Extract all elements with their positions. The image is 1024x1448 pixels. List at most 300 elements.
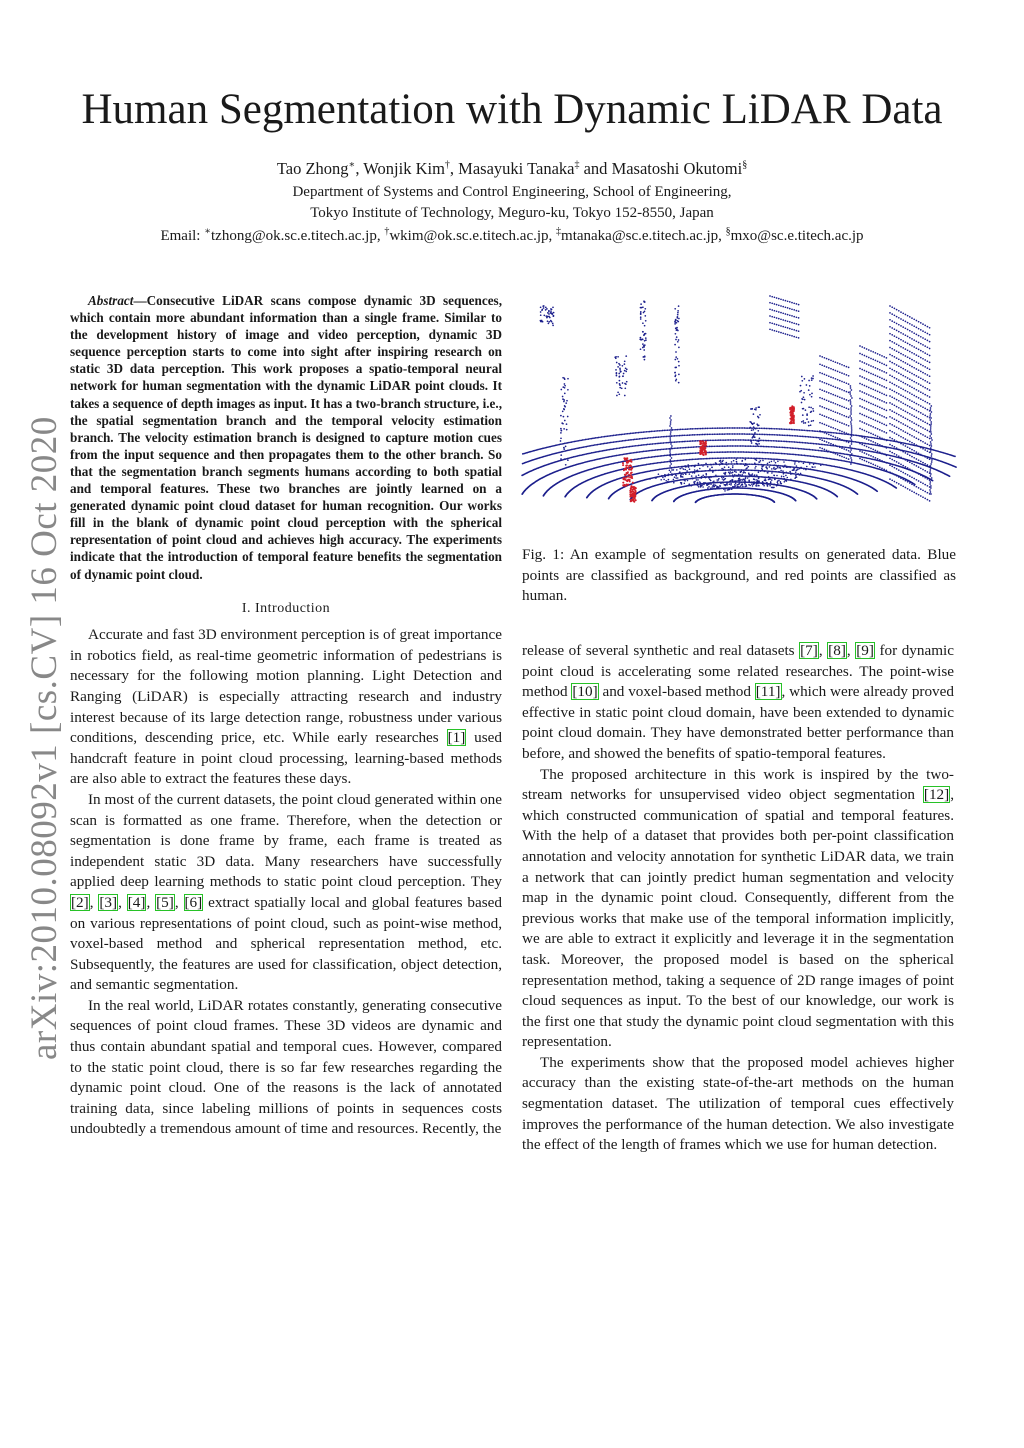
background-point (548, 310, 550, 312)
background-point (676, 336, 678, 338)
background-point (877, 458, 879, 460)
background-point (782, 299, 784, 301)
background-point (698, 463, 700, 465)
background-point (759, 438, 761, 440)
background-point (768, 476, 770, 478)
email-mark: ∗ (204, 226, 211, 237)
background-point (642, 322, 644, 324)
background-point (771, 458, 773, 460)
background-point (837, 454, 839, 456)
background-point (593, 452, 595, 454)
background-point (547, 320, 549, 322)
background-point (674, 323, 676, 325)
background-point (718, 478, 720, 480)
citation-link[interactable]: [3] (99, 893, 118, 911)
background-point (768, 452, 770, 454)
background-point (757, 427, 759, 429)
background-point (785, 333, 787, 335)
background-point (565, 464, 567, 466)
background-point (572, 441, 574, 443)
background-point (759, 433, 761, 435)
background-point (744, 433, 746, 435)
background-point (920, 474, 922, 476)
background-point (763, 452, 765, 454)
email-address[interactable]: mtanaka@sc.e.titech.ac.jp (561, 228, 719, 244)
background-point (740, 485, 742, 487)
background-point (889, 326, 891, 328)
background-point (707, 428, 709, 430)
background-point (747, 433, 749, 435)
background-point (894, 467, 896, 469)
background-point (732, 469, 734, 471)
background-point (794, 463, 796, 465)
background-point (691, 465, 693, 467)
background-point (828, 450, 830, 452)
background-point (905, 341, 907, 343)
background-point (841, 456, 843, 458)
background-point (877, 413, 879, 415)
background-point (927, 340, 929, 342)
background-point (830, 445, 832, 447)
background-point (746, 457, 748, 459)
background-point (677, 341, 679, 343)
background-point (775, 446, 777, 448)
background-point (839, 455, 841, 457)
background-point (824, 440, 826, 442)
background-point (804, 429, 806, 431)
background-point (690, 440, 692, 442)
background-point (652, 430, 654, 432)
background-point (564, 458, 566, 460)
background-point (793, 447, 795, 449)
background-point (699, 458, 701, 460)
citation-link[interactable]: [6] (184, 893, 203, 911)
background-point (677, 429, 679, 431)
background-point (905, 480, 907, 482)
background-point (855, 455, 857, 457)
background-point (619, 384, 621, 386)
background-point (922, 420, 924, 422)
background-point (837, 421, 839, 423)
background-point (624, 360, 626, 362)
background-point (687, 459, 689, 461)
background-point (587, 445, 589, 447)
background-point (563, 399, 565, 401)
background-point (669, 417, 671, 419)
background-point (691, 428, 693, 430)
background-point (802, 429, 804, 431)
background-point (803, 396, 805, 398)
background-point (661, 462, 663, 464)
background-point (748, 469, 750, 471)
background-point (642, 444, 644, 446)
background-point (787, 435, 789, 437)
background-point (839, 430, 841, 432)
background-point (927, 367, 929, 369)
background-point (775, 468, 777, 470)
background-point (907, 370, 909, 372)
background-point (641, 451, 643, 453)
background-point (753, 434, 755, 436)
background-point (861, 444, 863, 446)
background-point (916, 451, 918, 453)
background-point (716, 439, 718, 441)
background-point (907, 419, 909, 421)
background-point (812, 420, 814, 422)
background-point (918, 494, 920, 496)
background-point (929, 362, 931, 364)
background-point (819, 447, 821, 449)
background-point (669, 439, 671, 441)
background-point (859, 405, 861, 407)
background-point (623, 440, 625, 442)
background-point (774, 446, 776, 448)
background-point (922, 483, 924, 485)
background-point (849, 399, 851, 401)
background-point (800, 429, 802, 431)
citation-link[interactable]: [1] (447, 729, 466, 747)
background-point (698, 434, 700, 436)
background-point (644, 444, 646, 446)
background-point (896, 385, 898, 387)
background-point (866, 416, 868, 418)
background-point (712, 481, 714, 483)
background-point (817, 430, 819, 432)
background-point (870, 418, 872, 420)
background-point (846, 399, 848, 401)
background-point (920, 461, 922, 463)
background-point (794, 429, 796, 431)
background-point (826, 374, 828, 376)
background-point (842, 433, 844, 435)
arxiv-stamp[interactable]: arXiv:2010.08092v1 [cs.CV] 16 Oct 2020 (24, 416, 65, 1060)
background-point (666, 442, 668, 444)
background-point (808, 436, 810, 438)
background-point (902, 402, 904, 404)
background-point (911, 463, 913, 465)
background-point (788, 447, 790, 449)
background-point (930, 487, 932, 489)
background-point (924, 470, 926, 472)
background-point (900, 457, 902, 459)
background-point (832, 360, 834, 362)
background-point (913, 485, 915, 487)
background-point (759, 464, 761, 466)
background-point (909, 468, 911, 470)
background-point (861, 384, 863, 386)
background-point (617, 391, 619, 393)
background-point (689, 465, 691, 467)
background-point (791, 335, 793, 337)
background-point (796, 336, 798, 338)
background-point (543, 307, 545, 309)
background-point (607, 435, 609, 437)
background-point (920, 350, 922, 352)
background-point (679, 466, 681, 468)
background-point (851, 427, 853, 429)
background-point (618, 393, 620, 395)
background-point (773, 464, 775, 466)
background-point (886, 462, 888, 464)
background-point (662, 455, 664, 457)
background-point (645, 337, 647, 339)
background-point (785, 320, 787, 322)
background-point (924, 325, 926, 327)
background-point (900, 380, 902, 382)
background-point (718, 488, 720, 490)
background-point (922, 386, 924, 388)
background-point (924, 449, 926, 451)
background-point (670, 435, 672, 437)
background-point (931, 477, 933, 479)
background-point (647, 444, 649, 446)
background-point (911, 456, 913, 458)
background-point (861, 399, 863, 401)
background-point (625, 371, 627, 373)
background-point (776, 304, 778, 306)
background-point (881, 438, 883, 440)
background-point (552, 325, 554, 327)
background-point (639, 432, 641, 434)
background-point (703, 428, 705, 430)
background-point (924, 394, 926, 396)
background-point (776, 484, 778, 486)
background-point (920, 412, 922, 414)
background-point (684, 434, 686, 436)
background-point (698, 458, 700, 460)
background-point (735, 485, 737, 487)
background-point (896, 378, 898, 380)
background-point (787, 466, 789, 468)
background-point (870, 350, 872, 352)
background-point (872, 419, 874, 421)
background-point (649, 431, 651, 433)
background-point (754, 432, 756, 434)
background-point (902, 465, 904, 467)
background-point (866, 431, 868, 433)
background-point (678, 318, 680, 320)
background-point (728, 463, 730, 465)
background-point (924, 484, 926, 486)
background-point (879, 369, 881, 371)
background-point (861, 459, 863, 461)
background-point (861, 436, 863, 438)
background-point (636, 438, 638, 440)
background-point (674, 359, 676, 361)
background-point (911, 400, 913, 402)
background-point (633, 432, 635, 434)
background-point (927, 457, 929, 459)
background-point (730, 471, 732, 473)
background-point (870, 358, 872, 360)
paragraph-text: used handcraft feature in point cloud processing, learning-based methods are also able to extract the features these days. (70, 729, 503, 788)
background-point (877, 421, 879, 423)
background-point (677, 441, 679, 443)
background-point (828, 400, 830, 402)
background-point (883, 394, 885, 396)
background-point (846, 382, 848, 384)
background-point (783, 447, 785, 449)
background-point (881, 445, 883, 447)
background-point (787, 441, 789, 443)
background-point (714, 445, 716, 447)
background-point (784, 453, 786, 455)
background-point (868, 443, 870, 445)
background-point (883, 439, 885, 441)
email-address[interactable]: mxo@sc.e.titech.ac.jp (730, 228, 864, 244)
background-point (675, 319, 677, 321)
background-point (770, 464, 772, 466)
background-point (796, 465, 798, 467)
background-point (768, 458, 770, 460)
background-point (691, 452, 693, 454)
citation-link[interactable]: [5] (156, 893, 174, 911)
background-point (848, 450, 850, 452)
background-point (883, 424, 885, 426)
background-point (850, 421, 852, 423)
background-point (631, 439, 633, 441)
background-point (696, 446, 698, 448)
background-point (846, 432, 848, 434)
background-point (670, 415, 672, 417)
background-point (870, 425, 872, 427)
background-point (922, 323, 924, 325)
background-point (751, 408, 753, 410)
background-point (671, 427, 673, 429)
background-point (680, 475, 682, 477)
background-point (564, 383, 566, 385)
background-point (790, 460, 792, 462)
background-point (680, 429, 682, 431)
background-point (839, 433, 841, 435)
background-point (849, 393, 851, 395)
citation-link[interactable]: [4] (127, 893, 146, 911)
background-point (877, 466, 879, 468)
email-address[interactable]: wkim@ok.sc.e.titech.ac.jp (389, 228, 549, 244)
background-point (789, 460, 791, 462)
background-point (698, 464, 700, 466)
background-point (816, 449, 818, 451)
background-point (905, 431, 907, 433)
background-point (809, 385, 811, 387)
background-point (905, 445, 907, 447)
background-point (797, 469, 799, 471)
background-point (863, 442, 865, 444)
background-point (565, 402, 567, 404)
background-point (613, 441, 615, 443)
background-point (789, 328, 791, 330)
background-point (808, 425, 810, 427)
background-point (548, 323, 550, 325)
background-point (564, 420, 566, 422)
background-point (902, 485, 904, 487)
background-point (875, 427, 877, 429)
background-point (879, 354, 881, 356)
background-point (782, 319, 784, 321)
background-point (676, 454, 678, 456)
background-point (783, 459, 785, 461)
background-point (730, 427, 732, 429)
background-point (700, 486, 702, 488)
background-point (913, 422, 915, 424)
background-point (870, 433, 872, 435)
background-point (715, 445, 717, 447)
background-point (778, 298, 780, 300)
background-point (664, 474, 666, 476)
background-point (631, 432, 633, 434)
background-point (748, 476, 750, 478)
background-point (621, 454, 623, 456)
background-point (891, 355, 893, 357)
background-point (776, 317, 778, 319)
background-point (718, 439, 720, 441)
background-point (859, 398, 861, 400)
email-address[interactable]: tzhong@ok.sc.e.titech.ac.jp (211, 228, 377, 244)
background-point (774, 452, 776, 454)
background-point (864, 355, 866, 357)
author-mark: § (742, 159, 748, 171)
background-point (879, 362, 881, 364)
background-point (881, 423, 883, 425)
background-point (931, 455, 933, 457)
background-point (661, 449, 663, 451)
background-point (736, 484, 738, 486)
background-point (741, 445, 743, 447)
background-point (727, 433, 729, 435)
background-point (861, 376, 863, 378)
background-point (774, 440, 776, 442)
background-point (693, 428, 695, 430)
background-point (832, 419, 834, 421)
background-point (810, 449, 812, 451)
background-point (743, 439, 745, 441)
background-point (616, 382, 618, 384)
background-point (551, 321, 553, 323)
background-point (765, 452, 767, 454)
background-point (913, 395, 915, 397)
background-point (909, 434, 911, 436)
background-point (744, 482, 746, 484)
background-point (693, 452, 695, 454)
background-point (909, 316, 911, 318)
background-point (872, 437, 874, 439)
background-point (590, 445, 592, 447)
background-point (746, 445, 748, 447)
background-point (745, 433, 747, 435)
background-point (889, 457, 891, 459)
background-point (924, 366, 926, 368)
background-point (571, 441, 573, 443)
author-mark: ‡ (574, 159, 580, 171)
background-point (828, 384, 830, 386)
background-point (922, 413, 924, 415)
background-point (781, 483, 783, 485)
background-point (801, 421, 803, 423)
citation-link[interactable]: [2] (71, 893, 89, 911)
background-point (826, 441, 828, 443)
background-point (797, 441, 799, 443)
background-point (918, 411, 920, 413)
background-point (717, 481, 719, 483)
background-point (750, 445, 752, 447)
background-point (875, 435, 877, 437)
background-point (656, 449, 658, 451)
background-point (869, 436, 871, 438)
background-point (664, 436, 666, 438)
email-mark: † (384, 226, 390, 237)
background-point (891, 440, 893, 442)
background-point (864, 452, 866, 454)
